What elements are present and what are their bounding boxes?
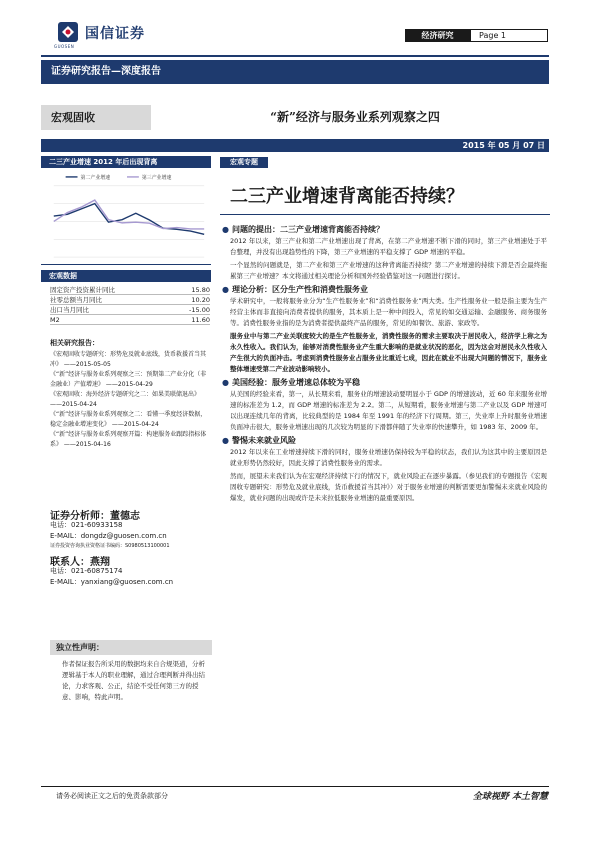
contact-name: 联系人：燕翔	[50, 557, 110, 568]
section-heading-text: 警惕未来就业风险	[231, 436, 296, 445]
footer-rule	[41, 786, 549, 787]
section-paragraph: 然而，展望未来我们认为在宏观经济持续下行的情况下，就业风险正在逐步暴露。（参见我们的专题报告《宏观固收专题研究：形势危及就业底线，货币救援首当其冲》）对于服务业增速的判断需要更加警惕未来就业风险的爆发，就业问题的出现或许是未来拉低服务业增速的最重要原因。	[230, 472, 547, 502]
related-report-item[interactable]: 《“新”经济与服务业系列观察开篇：构建服务业跟踪指标体系》 ——2015-04-16	[50, 431, 207, 448]
chart-legend-label: 第二产业增速	[80, 174, 111, 181]
section-heading	[222, 435, 547, 447]
analyst-email[interactable]: E-MAIL：dongdz@guosen.com.cn	[50, 532, 167, 540]
macro-data-row	[50, 305, 210, 315]
page-number: Page 1	[470, 29, 548, 42]
macro-data-value: 11.60	[191, 316, 210, 324]
analyst-cert: 证券投资咨询执业资格证书编码：S0980513100001	[50, 543, 170, 549]
section-heading-text: 美国经验：服务业增速总体较为平稳	[231, 378, 360, 387]
macro-data-title: 宏观数据	[41, 270, 211, 282]
section-heading-text: 问题的提出：二三产业增速背离能否持续？	[231, 225, 384, 234]
section-paragraph: 2012 年以来，第三产业和第二产业增速出现了背离，在第二产业增速不断下滑的同时，第三产业增速处于平台整理，并没有出现趋势性的下降，第三产业增速的平稳支撑了 GDP 增速的平稳。	[230, 237, 547, 256]
report-type-band: 证券研究报告—深度报告	[41, 60, 549, 84]
macro-data-value: 10.20	[191, 296, 210, 304]
macro-data-value: -15.00	[189, 306, 210, 314]
bullet-icon: ●	[222, 436, 229, 445]
section-paragraph: 服务业中与第二产业关联度较大的是生产性服务业，消费性服务的需求主要取决于居民收入，经济学上称之为永久性收入。我们认为，能够对消费性服务业产生重大影响的是就业状况的恶化，因为这会对居民永久性收入产生很大的负面冲击。考虑到消费性服务业占服务业比重近七成，因此在就业不出现大问题的情况下，服务业整体增速受第二产业波动影响较小。	[230, 332, 547, 373]
macro-data-label: M2	[50, 316, 60, 324]
macro-data-value: 15.80	[191, 286, 210, 294]
related-report-item[interactable]: 《“新”经济与服务业系列观察之三：预期第二产业分化（非金融业）产值增速》 ——2015-04-29	[50, 371, 207, 388]
category-tag: 经济研究	[405, 29, 470, 42]
related-report-item[interactable]: 《宏观固收：海外经济专题研究之二：如果美联储退出》 ——2015-04-24	[50, 391, 201, 408]
series-title: “新”经济与服务业系列观察之四	[270, 110, 440, 124]
analyst-name: 证券分析师：董德志	[50, 511, 140, 522]
related-report-item[interactable]: 《“新”经济与服务业系列观察之二：看懂一季度经济数据，稳定金融业增速变化》 ——2015-04-24	[50, 411, 207, 428]
section-paragraph: 从美国的经验来看，第一，从长期来看，服务业的增速波动要明显小于 GDP 的增速波动，近 60 年来服务业增速的标准差为 1.2，而 GDP 增速的标准差为 2.2。第二，从短期看，服务业增速与第二产业以及 GDP 增速可以出现连续几年的背离，比较典型的是 1984 年至 1991 年的经济下行周期。第三，失业率上升时服务业增速负面冲击很大，服务业增速出现的几次较为明显的下滑都伴随了失业率的快速攀升，如 1983 年、2009 年。	[230, 390, 547, 431]
guosen-logo-icon	[56, 20, 80, 44]
related-reports-title: 相关研究报告：	[50, 339, 99, 347]
title-rule	[220, 214, 550, 215]
bullet-icon: ●	[222, 285, 229, 294]
macro-data-row	[50, 315, 210, 325]
section-heading	[222, 224, 547, 236]
contact-details	[50, 566, 212, 588]
section-heading-text: 理论分析：区分生产性和消费性服务业	[231, 285, 368, 294]
macro-data-label: 出口当月同比	[50, 306, 89, 314]
main-title: 二三产业增速背离能否持续？	[230, 186, 464, 207]
bullet-icon: ●	[222, 378, 229, 387]
report-date: 2015 年 05 月 07 日	[462, 141, 545, 150]
section-heading	[222, 284, 547, 296]
logo-chinese: 国信证券	[85, 26, 145, 42]
chart-legend-label: 第三产业增速	[141, 174, 172, 181]
disclaimer-title: 独立性声明：	[50, 640, 212, 655]
section-paragraph: 一个显然的问题就是，第二产业和第三产业增速的这种背离能否持续？第二产业增速的持续下滑是否会最终拖累第三产业增速？本文将通过相关理论分析和国外经验借鉴对这一问题进行探讨。	[230, 261, 547, 280]
analyst-phone: 电话：021-60933158	[50, 521, 123, 529]
macro-data-row	[50, 295, 210, 305]
related-reports-list	[50, 350, 208, 450]
section-label: 宏观固收	[41, 105, 151, 130]
logo-english: GUOSEN	[54, 44, 75, 49]
macro-data-label: 固定资产投资累计同比	[50, 286, 115, 294]
related-report-item[interactable]: 《宏观固收专题研究：形势危及就业底线，货币救援首当其冲》 ——2015-05-05	[50, 351, 207, 368]
bullet-icon: ●	[222, 225, 229, 234]
chart-series-line	[54, 200, 204, 229]
macro-data-label: 社零总额当月同比	[50, 296, 102, 304]
section-heading	[222, 377, 547, 389]
contact-email[interactable]: E-MAIL：yanxiang@guosen.com.cn	[50, 578, 174, 586]
macro-data-row	[50, 285, 210, 295]
contact-phone: 电话：021-60875174	[50, 567, 123, 575]
footer-slogan: 全球视野 本土智慧	[472, 792, 548, 802]
chart-series-line	[54, 204, 204, 235]
disclaimer-text: 作者保证报告所采用的数据均来自合规渠道，分析逻辑基于本人的职业理解，通过合理判断并得出结论，力求客观、公正，结论不受任何第三方的授意、影响，特此声明。	[62, 660, 205, 701]
footer-disclaimer-note: 请务必阅读正文之后的免责条款部分	[56, 792, 168, 800]
band-top-rule	[41, 55, 549, 57]
date-bar	[41, 139, 549, 152]
section-paragraph: 2012 年以来在工业增速持续下滑的同时，服务业增速仍保持较为平稳的状态，我们认为这其中的主要原因是就业形势仍然较好，因此支撑了消费性服务业的需求。	[230, 448, 547, 467]
analyst-contact	[50, 520, 212, 550]
growth-chart	[41, 170, 211, 265]
main-body	[222, 222, 547, 506]
section-paragraph: 学术研究中，一般将服务业分为“生产性服务业”和“消费性服务业”两大类。生产性服务业一般是指主要为生产经营主体而非直接向消费者提供的服务，其本质上是一种中间投入，常见的如交通运输、金融服务、商务服务等。消费性服务业指的是为消费者提供最终产品的服务，常见的如餐饮、旅游、家政等。	[230, 297, 547, 327]
sidebar-chart-title: 二三产业增速 2012 年后出现背离	[41, 156, 211, 168]
macro-topic-tag: 宏观专题	[220, 157, 268, 168]
macro-data-table	[50, 285, 210, 325]
